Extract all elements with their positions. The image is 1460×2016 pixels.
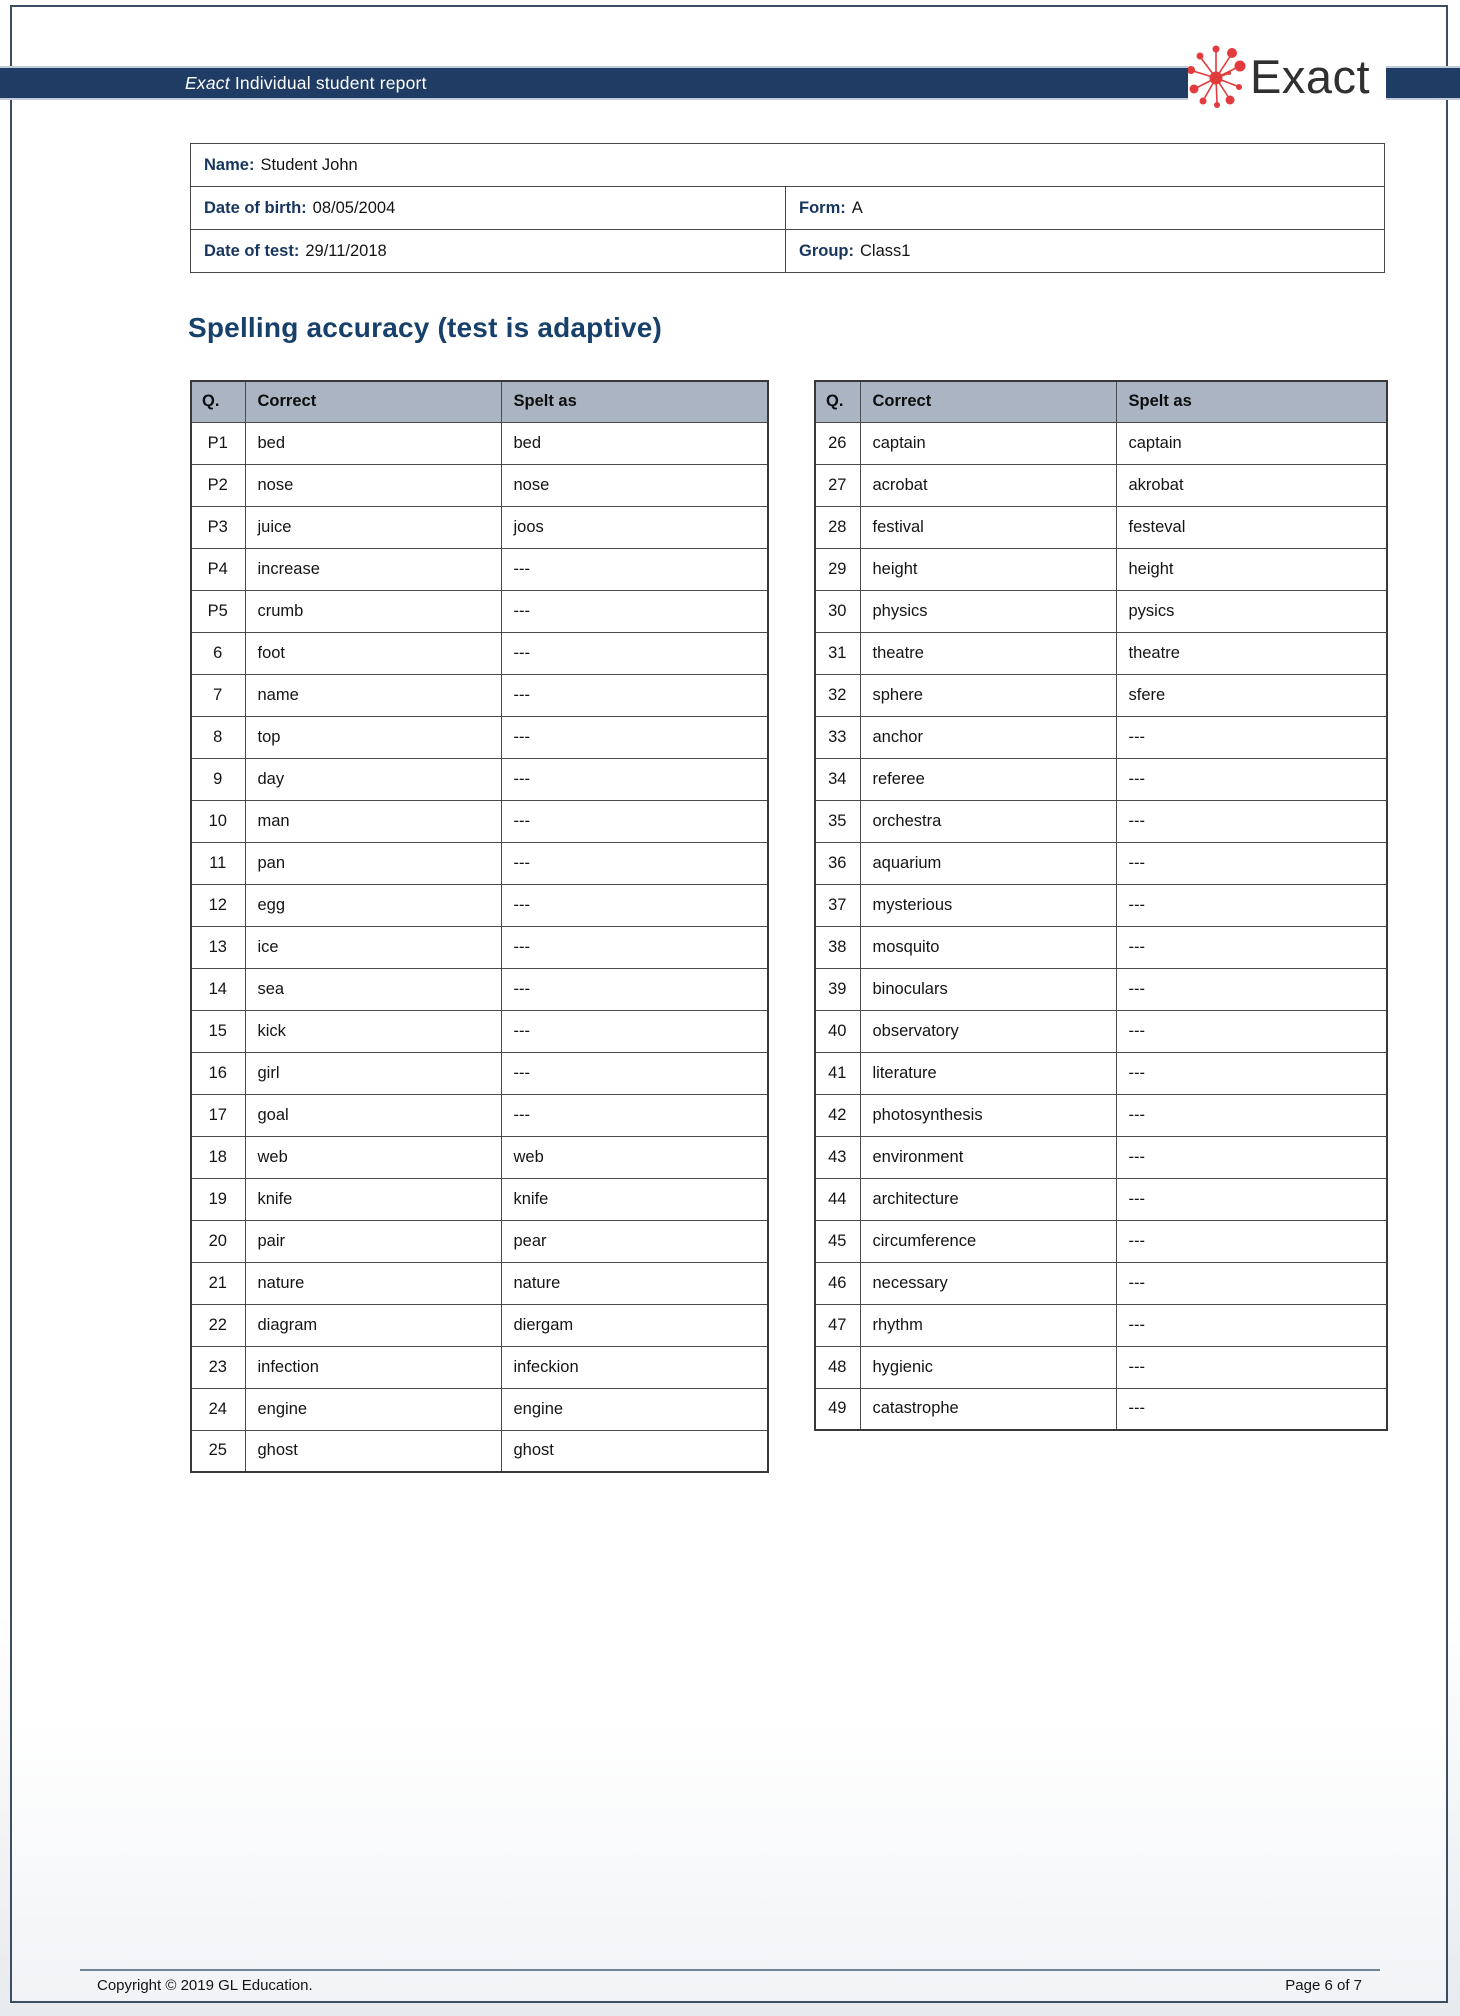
table-row [191, 716, 768, 758]
spelt-cell: --- [501, 842, 768, 884]
correct-cell: egg [245, 884, 501, 926]
spelt-cell: bed [501, 422, 768, 464]
q-cell: 22 [191, 1304, 245, 1346]
correct-cell: circumference [860, 1220, 1116, 1262]
table-row [815, 1010, 1387, 1052]
name-label: Name: [204, 156, 255, 174]
q-cell: 46 [815, 1262, 860, 1304]
spelt-cell: --- [501, 758, 768, 800]
q-cell: 17 [191, 1094, 245, 1136]
spelt-cell: ghost [501, 1430, 768, 1472]
correct-column-header: Correct [860, 381, 1116, 422]
q-cell: 40 [815, 1010, 860, 1052]
table-row [815, 1094, 1387, 1136]
name-value: Student John [260, 156, 358, 174]
form-label: Form: [799, 199, 846, 217]
spelt-cell: --- [1116, 1304, 1387, 1346]
correct-cell: engine [245, 1388, 501, 1430]
correct-cell: knife [245, 1178, 501, 1220]
spelt-cell: --- [501, 1094, 768, 1136]
spelt-cell: --- [1116, 1388, 1387, 1430]
correct-cell: referee [860, 758, 1116, 800]
table-row [815, 506, 1387, 548]
table-row [191, 1010, 768, 1052]
correct-cell: day [245, 758, 501, 800]
q-cell: 19 [191, 1178, 245, 1220]
spelt-cell: akrobat [1116, 464, 1387, 506]
table-row [815, 464, 1387, 506]
table-row [191, 1052, 768, 1094]
info-row-dob-form [191, 187, 1384, 230]
outside-page-area [0, 2006, 1460, 2016]
spelt-cell: --- [1116, 884, 1387, 926]
spelt-cell: festeval [1116, 506, 1387, 548]
spelt-as-column-header: Spelt as [1116, 381, 1387, 422]
correct-column-header: Correct [245, 381, 501, 422]
table-row [815, 1262, 1387, 1304]
spelling-table-right [814, 380, 1388, 1431]
spelt-cell: theatre [1116, 632, 1387, 674]
table-row [815, 1346, 1387, 1388]
correct-cell: necessary [860, 1262, 1116, 1304]
q-cell: 39 [815, 968, 860, 1010]
q-cell: 20 [191, 1220, 245, 1262]
correct-cell: ice [245, 926, 501, 968]
group-label: Group: [799, 242, 854, 260]
spelt-cell: --- [1116, 926, 1387, 968]
section-title: Spelling accuracy (test is adaptive) [188, 312, 663, 343]
spelt-cell: --- [1116, 1178, 1387, 1220]
spelt-cell: joos [501, 506, 768, 548]
table-row [191, 674, 768, 716]
spelt-cell: nature [501, 1262, 768, 1304]
spelt-cell: --- [1116, 758, 1387, 800]
q-cell: P5 [191, 590, 245, 632]
correct-cell: foot [245, 632, 501, 674]
spelt-cell: web [501, 1136, 768, 1178]
table-row [191, 464, 768, 506]
q-cell: 38 [815, 926, 860, 968]
correct-cell: goal [245, 1094, 501, 1136]
table-row [191, 926, 768, 968]
q-cell: 21 [191, 1262, 245, 1304]
spelt-cell: pysics [1116, 590, 1387, 632]
spelt-cell: --- [501, 968, 768, 1010]
spelt-cell: --- [501, 674, 768, 716]
q-cell: 13 [191, 926, 245, 968]
q-cell: 10 [191, 800, 245, 842]
table-row [815, 926, 1387, 968]
correct-cell: juice [245, 506, 501, 548]
report-title-rest: Individual student report [229, 73, 427, 93]
dob-value: 08/05/2004 [312, 199, 396, 217]
q-cell: 36 [815, 842, 860, 884]
spelt-cell: --- [1116, 1220, 1387, 1262]
correct-cell: rhythm [860, 1304, 1116, 1346]
spelt-cell: --- [501, 1010, 768, 1052]
q-cell: 49 [815, 1388, 860, 1430]
table-row [191, 1388, 768, 1430]
correct-cell: mysterious [860, 884, 1116, 926]
table-row [191, 1304, 768, 1346]
table-row [815, 716, 1387, 758]
correct-cell: captain [860, 422, 1116, 464]
correct-cell: architecture [860, 1178, 1116, 1220]
spelt-cell: engine [501, 1388, 768, 1430]
q-cell: 41 [815, 1052, 860, 1094]
q-cell: 30 [815, 590, 860, 632]
logo-text: Exact [1250, 49, 1371, 103]
table-header-row [815, 381, 1387, 422]
footer [97, 1977, 1362, 1994]
correct-cell: bed [245, 422, 501, 464]
table-row [815, 632, 1387, 674]
student-info-table [190, 143, 1385, 273]
spelt-cell: --- [1116, 716, 1387, 758]
correct-cell: diagram [245, 1304, 501, 1346]
spelt-cell: --- [501, 884, 768, 926]
spelt-cell: infeckion [501, 1346, 768, 1388]
correct-cell: sphere [860, 674, 1116, 716]
spelt-as-column-header: Spelt as [501, 381, 768, 422]
spelt-cell: --- [1116, 842, 1387, 884]
spelt-cell: --- [1116, 1010, 1387, 1052]
spelt-cell: knife [501, 1178, 768, 1220]
spelt-cell: --- [501, 716, 768, 758]
spelt-cell: nose [501, 464, 768, 506]
q-cell: 11 [191, 842, 245, 884]
correct-cell: binoculars [860, 968, 1116, 1010]
spelt-cell: --- [1116, 1094, 1387, 1136]
q-cell: 12 [191, 884, 245, 926]
table-row [815, 1304, 1387, 1346]
q-cell: 16 [191, 1052, 245, 1094]
q-column-header: Q. [191, 381, 245, 422]
q-cell: 18 [191, 1136, 245, 1178]
q-cell: 27 [815, 464, 860, 506]
table-row [815, 1178, 1387, 1220]
spelt-cell: --- [501, 926, 768, 968]
page-number: Page 6 of 7 [1285, 1977, 1362, 1994]
q-cell: 37 [815, 884, 860, 926]
table-row [191, 884, 768, 926]
spelt-cell: --- [1116, 1136, 1387, 1178]
correct-cell: infection [245, 1346, 501, 1388]
table-row [815, 842, 1387, 884]
spelt-cell: pear [501, 1220, 768, 1262]
table-row [191, 1430, 768, 1472]
q-cell: P1 [191, 422, 245, 464]
table-header-row [191, 381, 768, 422]
q-cell: P4 [191, 548, 245, 590]
correct-cell: nose [245, 464, 501, 506]
correct-cell: pan [245, 842, 501, 884]
table-row [815, 1052, 1387, 1094]
correct-cell: height [860, 548, 1116, 590]
q-cell: 25 [191, 1430, 245, 1472]
exact-logo [1188, 40, 1386, 112]
dob-cell [191, 187, 786, 229]
test-date-label: Date of test: [204, 242, 300, 260]
q-cell: 48 [815, 1346, 860, 1388]
spelt-cell: --- [1116, 1262, 1387, 1304]
spelt-cell: diergam [501, 1304, 768, 1346]
correct-cell: man [245, 800, 501, 842]
q-cell: 9 [191, 758, 245, 800]
copyright-text: Copyright © 2019 GL Education. [97, 1977, 313, 1994]
q-cell: 7 [191, 674, 245, 716]
spelt-cell: --- [501, 800, 768, 842]
correct-cell: girl [245, 1052, 501, 1094]
correct-cell: theatre [860, 632, 1116, 674]
table-row [191, 590, 768, 632]
group-cell [786, 230, 1384, 272]
correct-cell: crumb [245, 590, 501, 632]
q-column-header: Q. [815, 381, 860, 422]
q-cell: 23 [191, 1346, 245, 1388]
table-row [191, 506, 768, 548]
form-cell [786, 187, 1384, 229]
table-row [191, 800, 768, 842]
logo-starburst-icon [1188, 41, 1248, 111]
report-title [185, 68, 427, 98]
correct-cell: nature [245, 1262, 501, 1304]
table-row [815, 674, 1387, 716]
table-row [191, 842, 768, 884]
q-cell: 35 [815, 800, 860, 842]
correct-cell: name [245, 674, 501, 716]
table-row [815, 548, 1387, 590]
correct-cell: web [245, 1136, 501, 1178]
q-cell: 47 [815, 1304, 860, 1346]
table-row [191, 1346, 768, 1388]
q-cell: 31 [815, 632, 860, 674]
spelt-cell: --- [1116, 1346, 1387, 1388]
correct-cell: kick [245, 1010, 501, 1052]
q-cell: 44 [815, 1178, 860, 1220]
table-row [191, 422, 768, 464]
q-cell: 29 [815, 548, 860, 590]
q-cell: 33 [815, 716, 860, 758]
table-row [191, 548, 768, 590]
q-cell: 14 [191, 968, 245, 1010]
q-cell: P2 [191, 464, 245, 506]
q-cell: P3 [191, 506, 245, 548]
q-cell: 28 [815, 506, 860, 548]
q-cell: 6 [191, 632, 245, 674]
q-cell: 24 [191, 1388, 245, 1430]
spelt-cell: --- [1116, 800, 1387, 842]
table-row [815, 758, 1387, 800]
table-row [191, 1178, 768, 1220]
table-row [815, 968, 1387, 1010]
table-row [191, 632, 768, 674]
correct-cell: mosquito [860, 926, 1116, 968]
correct-cell: hygienic [860, 1346, 1116, 1388]
correct-cell: pair [245, 1220, 501, 1262]
footer-divider [80, 1969, 1380, 1971]
spelt-cell: captain [1116, 422, 1387, 464]
spelt-cell: --- [501, 590, 768, 632]
q-cell: 43 [815, 1136, 860, 1178]
group-value: Class1 [860, 242, 911, 260]
correct-cell: photosynthesis [860, 1094, 1116, 1136]
form-value: A [851, 199, 863, 217]
correct-cell: sea [245, 968, 501, 1010]
q-cell: 32 [815, 674, 860, 716]
spelt-cell: --- [501, 1052, 768, 1094]
table-row [815, 800, 1387, 842]
table-row [191, 1220, 768, 1262]
spelt-cell: --- [1116, 1052, 1387, 1094]
correct-cell: environment [860, 1136, 1116, 1178]
table-row [815, 1388, 1387, 1430]
table-row [815, 590, 1387, 632]
spelling-table-left [190, 380, 769, 1473]
correct-cell: ghost [245, 1430, 501, 1472]
table-row [815, 884, 1387, 926]
correct-cell: literature [860, 1052, 1116, 1094]
correct-cell: catastrophe [860, 1388, 1116, 1430]
spelt-cell: --- [501, 548, 768, 590]
spelt-cell: --- [501, 632, 768, 674]
q-cell: 15 [191, 1010, 245, 1052]
table-row [815, 422, 1387, 464]
report-title-brand: Exact [185, 73, 230, 93]
q-cell: 42 [815, 1094, 860, 1136]
correct-cell: acrobat [860, 464, 1116, 506]
test-date-cell [191, 230, 786, 272]
info-row-name [191, 144, 1384, 187]
spelt-cell: sfere [1116, 674, 1387, 716]
correct-cell: physics [860, 590, 1116, 632]
table-row [815, 1220, 1387, 1262]
correct-cell: festival [860, 506, 1116, 548]
q-cell: 45 [815, 1220, 860, 1262]
q-cell: 26 [815, 422, 860, 464]
name-cell [191, 144, 1384, 186]
table-row [191, 1262, 768, 1304]
correct-cell: orchestra [860, 800, 1116, 842]
table-row [815, 1136, 1387, 1178]
correct-cell: anchor [860, 716, 1116, 758]
q-cell: 8 [191, 716, 245, 758]
table-row [191, 758, 768, 800]
table-row [191, 1094, 768, 1136]
correct-cell: observatory [860, 1010, 1116, 1052]
test-date-value: 29/11/2018 [305, 242, 387, 260]
correct-cell: top [245, 716, 501, 758]
dob-label: Date of birth: [204, 199, 307, 217]
table-row [191, 968, 768, 1010]
spelt-cell: height [1116, 548, 1387, 590]
info-row-testdate-group [191, 230, 1384, 272]
q-cell: 34 [815, 758, 860, 800]
table-row [191, 1136, 768, 1178]
correct-cell: increase [245, 548, 501, 590]
spelt-cell: --- [1116, 968, 1387, 1010]
correct-cell: aquarium [860, 842, 1116, 884]
